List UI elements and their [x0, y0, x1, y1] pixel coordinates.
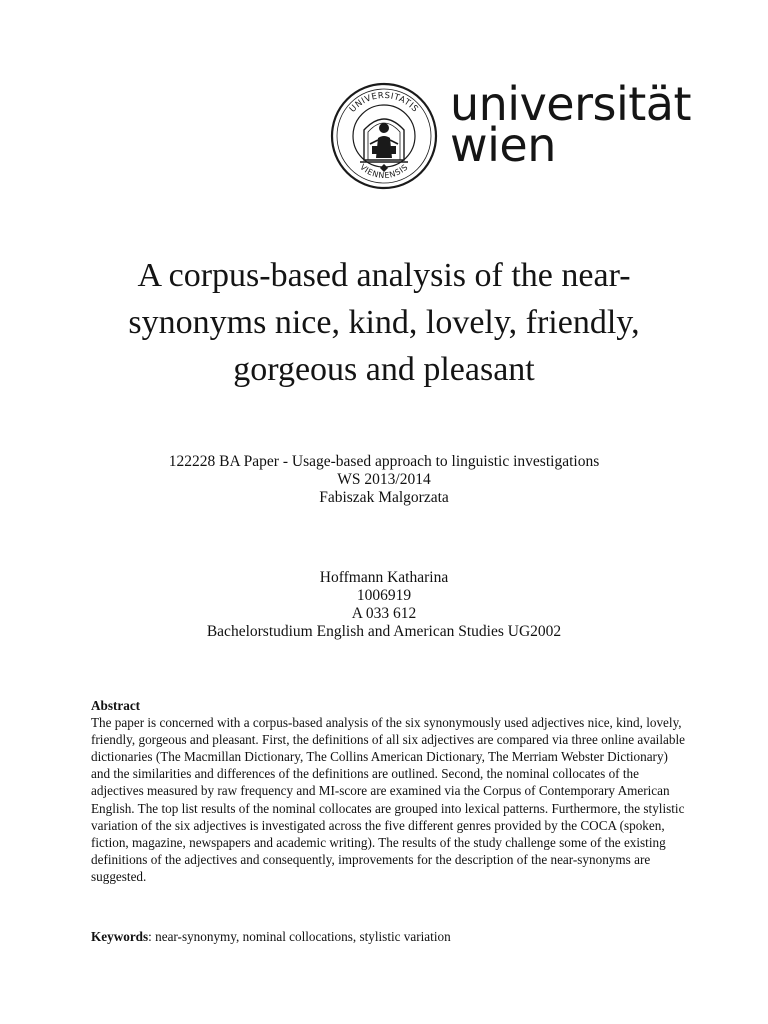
seal-text-top: UNIVERSITATIS	[347, 90, 421, 115]
title-line-2: synonyms nice, kind, lovely, friendly,	[128, 304, 640, 341]
abstract-section	[91, 697, 687, 885]
course-info	[40, 453, 728, 507]
paper-title	[40, 252, 728, 393]
university-logo	[330, 77, 692, 192]
abstract-heading: Abstract	[91, 698, 141, 713]
author-name: Hoffmann Katharina	[319, 569, 449, 586]
keywords-text: near-synonymy, nominal collocations, stylistic variation	[151, 929, 451, 944]
seal-text-bottom: VIENNENSIS	[358, 162, 410, 181]
program-code: A 033 612	[351, 605, 417, 622]
semester: WS 2013/2014	[337, 471, 431, 488]
abstract-body: The paper is concerned with a corpus-based analysis of the six synonymously used adjectives nice, kind, lovely, friendly, gorgeous and pleasant. First, the definitions of all six adjectives are compared via three online available dictionaries (The Macmillan Dictionary, The Collins American Dictionary, The Merriam Webster Dictionary) and the similarities and differences of the definitions are outlined. Second, the nominal collocates of the adjectives measured by raw frequency and MI-score are examined via the Corpus of Contemporary American English. The top list results of the nominal collocates are grouped into lexical patterns. Furthermore, the stylistic variation of the six adjectives is investigated across the five different genres provided by the COCA (spoken, fiction, magazine, newspapers and academic writing). The results of the study challenge some of the existing definitions of the adjectives and consequently, improvements for the description of the near-synonyms are suggested.	[91, 715, 685, 884]
keywords-separator: :	[148, 929, 152, 944]
university-seal-icon	[330, 82, 438, 190]
wordmark-line-2: wien	[450, 118, 556, 172]
keywords-label: Keywords	[91, 929, 149, 944]
student-id: 1006919	[356, 587, 412, 604]
title-line-1: A corpus-based analysis of the near-	[137, 257, 631, 294]
title-line-3: gorgeous and pleasant	[233, 351, 535, 388]
author-info	[40, 569, 728, 641]
lecturer-name: Fabiszak Malgorzata	[319, 489, 449, 506]
svg-text:UNIVERSITATIS	[348, 91, 420, 115]
wordmark-line-1: universität	[450, 77, 692, 131]
program-name: Bachelorstudium English and American Studies UG2002	[206, 623, 562, 640]
course-title: 122228 BA Paper - Usage-based approach to linguistic investigations	[168, 453, 600, 470]
keywords-section	[91, 928, 687, 945]
university-wordmark	[450, 77, 692, 172]
